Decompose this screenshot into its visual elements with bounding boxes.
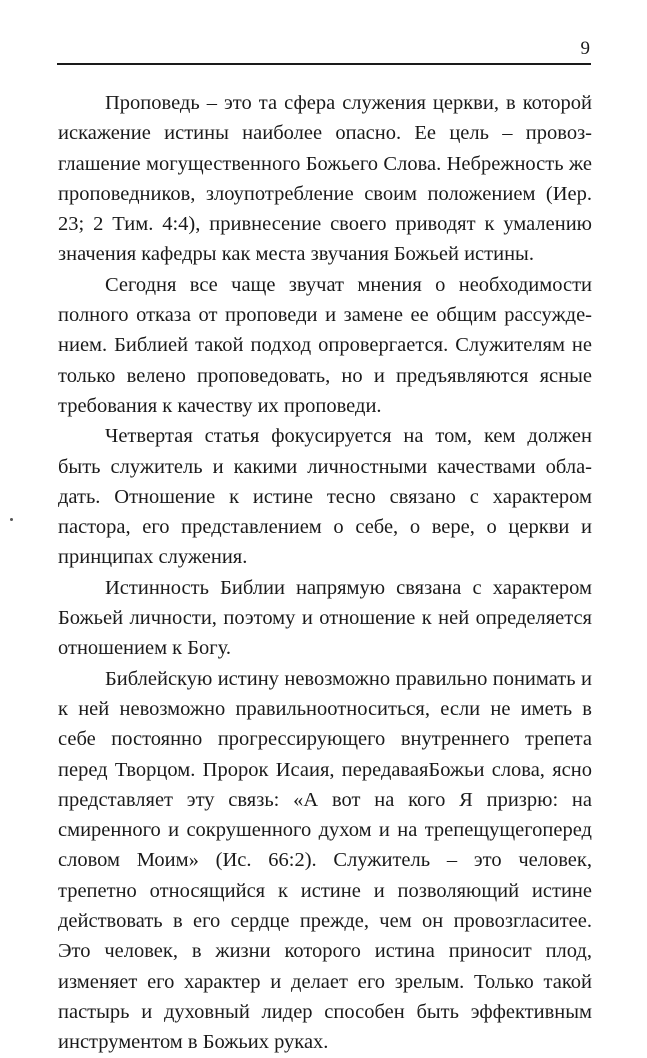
paragraph-truthfulness: Истинность Библии напрямую связана с характером Божьей личности, поэтому и отношение к ней определяется отношением к Богу. <box>58 576 592 660</box>
paragraph-sermon: Проповедь – это та сфера служения церкви, в которой искажение истины наиболее опасно. Ее цель – провозглашение могущественного Божьего Слова. Небрежность же проповедников, злоупотребление своим положением (Иер. 23; 2 Тим. 4:4), привнесение своего приводят к умалению значения кафедры как места звучания Божьей истины. <box>58 92 592 266</box>
paragraph-biblical-truth: Библейскую истину невозможно правильно понимать и к ней невозможно правильноотноситься, если не иметь в себе постоянно прогрессирующего внутреннего трепета перед Творцом. Пророк Исаия, передаваяБожьи слова, ясно представляет эту связь: «А вот на кого Я призрю: на смиренного и сокрушенного духом и на трепещущегоперед словом Моим» (Ис. 66:2). Служитель – это человек, трепетно относящийся к истине и позволяющий истине действовать в его сердце прежде, чем он провозгласитее. Это человек, в жизни которого истина приносит плод, изменяет его характер и делает его зрелым. Только такой пастырь и духовный лидер способен быть эффективным инструментом в Божьих руках. <box>58 667 592 1054</box>
paragraph-opinions: Сегодня все чаще звучат мнения о необходимости полного отказа от проповеди и замене ее общим рассуждением. Библией такой подход опровергается. Служителям не только велено проповедовать, но и предъявляются ясные требования к качеству их проповеди. <box>58 273 592 417</box>
page-number: 9 <box>580 38 590 59</box>
body-text <box>58 88 592 1058</box>
paragraph-fourth-article: Четвертая статья фокусируется на том, кем должен быть служитель и какими личностными качествами обладать. Отношение к истине тесно связано с характером пастора, его представлением о себе, о вере, о церкви и принципах служения. <box>58 425 592 569</box>
scan-speck <box>10 518 13 521</box>
header-rule <box>57 63 591 65</box>
